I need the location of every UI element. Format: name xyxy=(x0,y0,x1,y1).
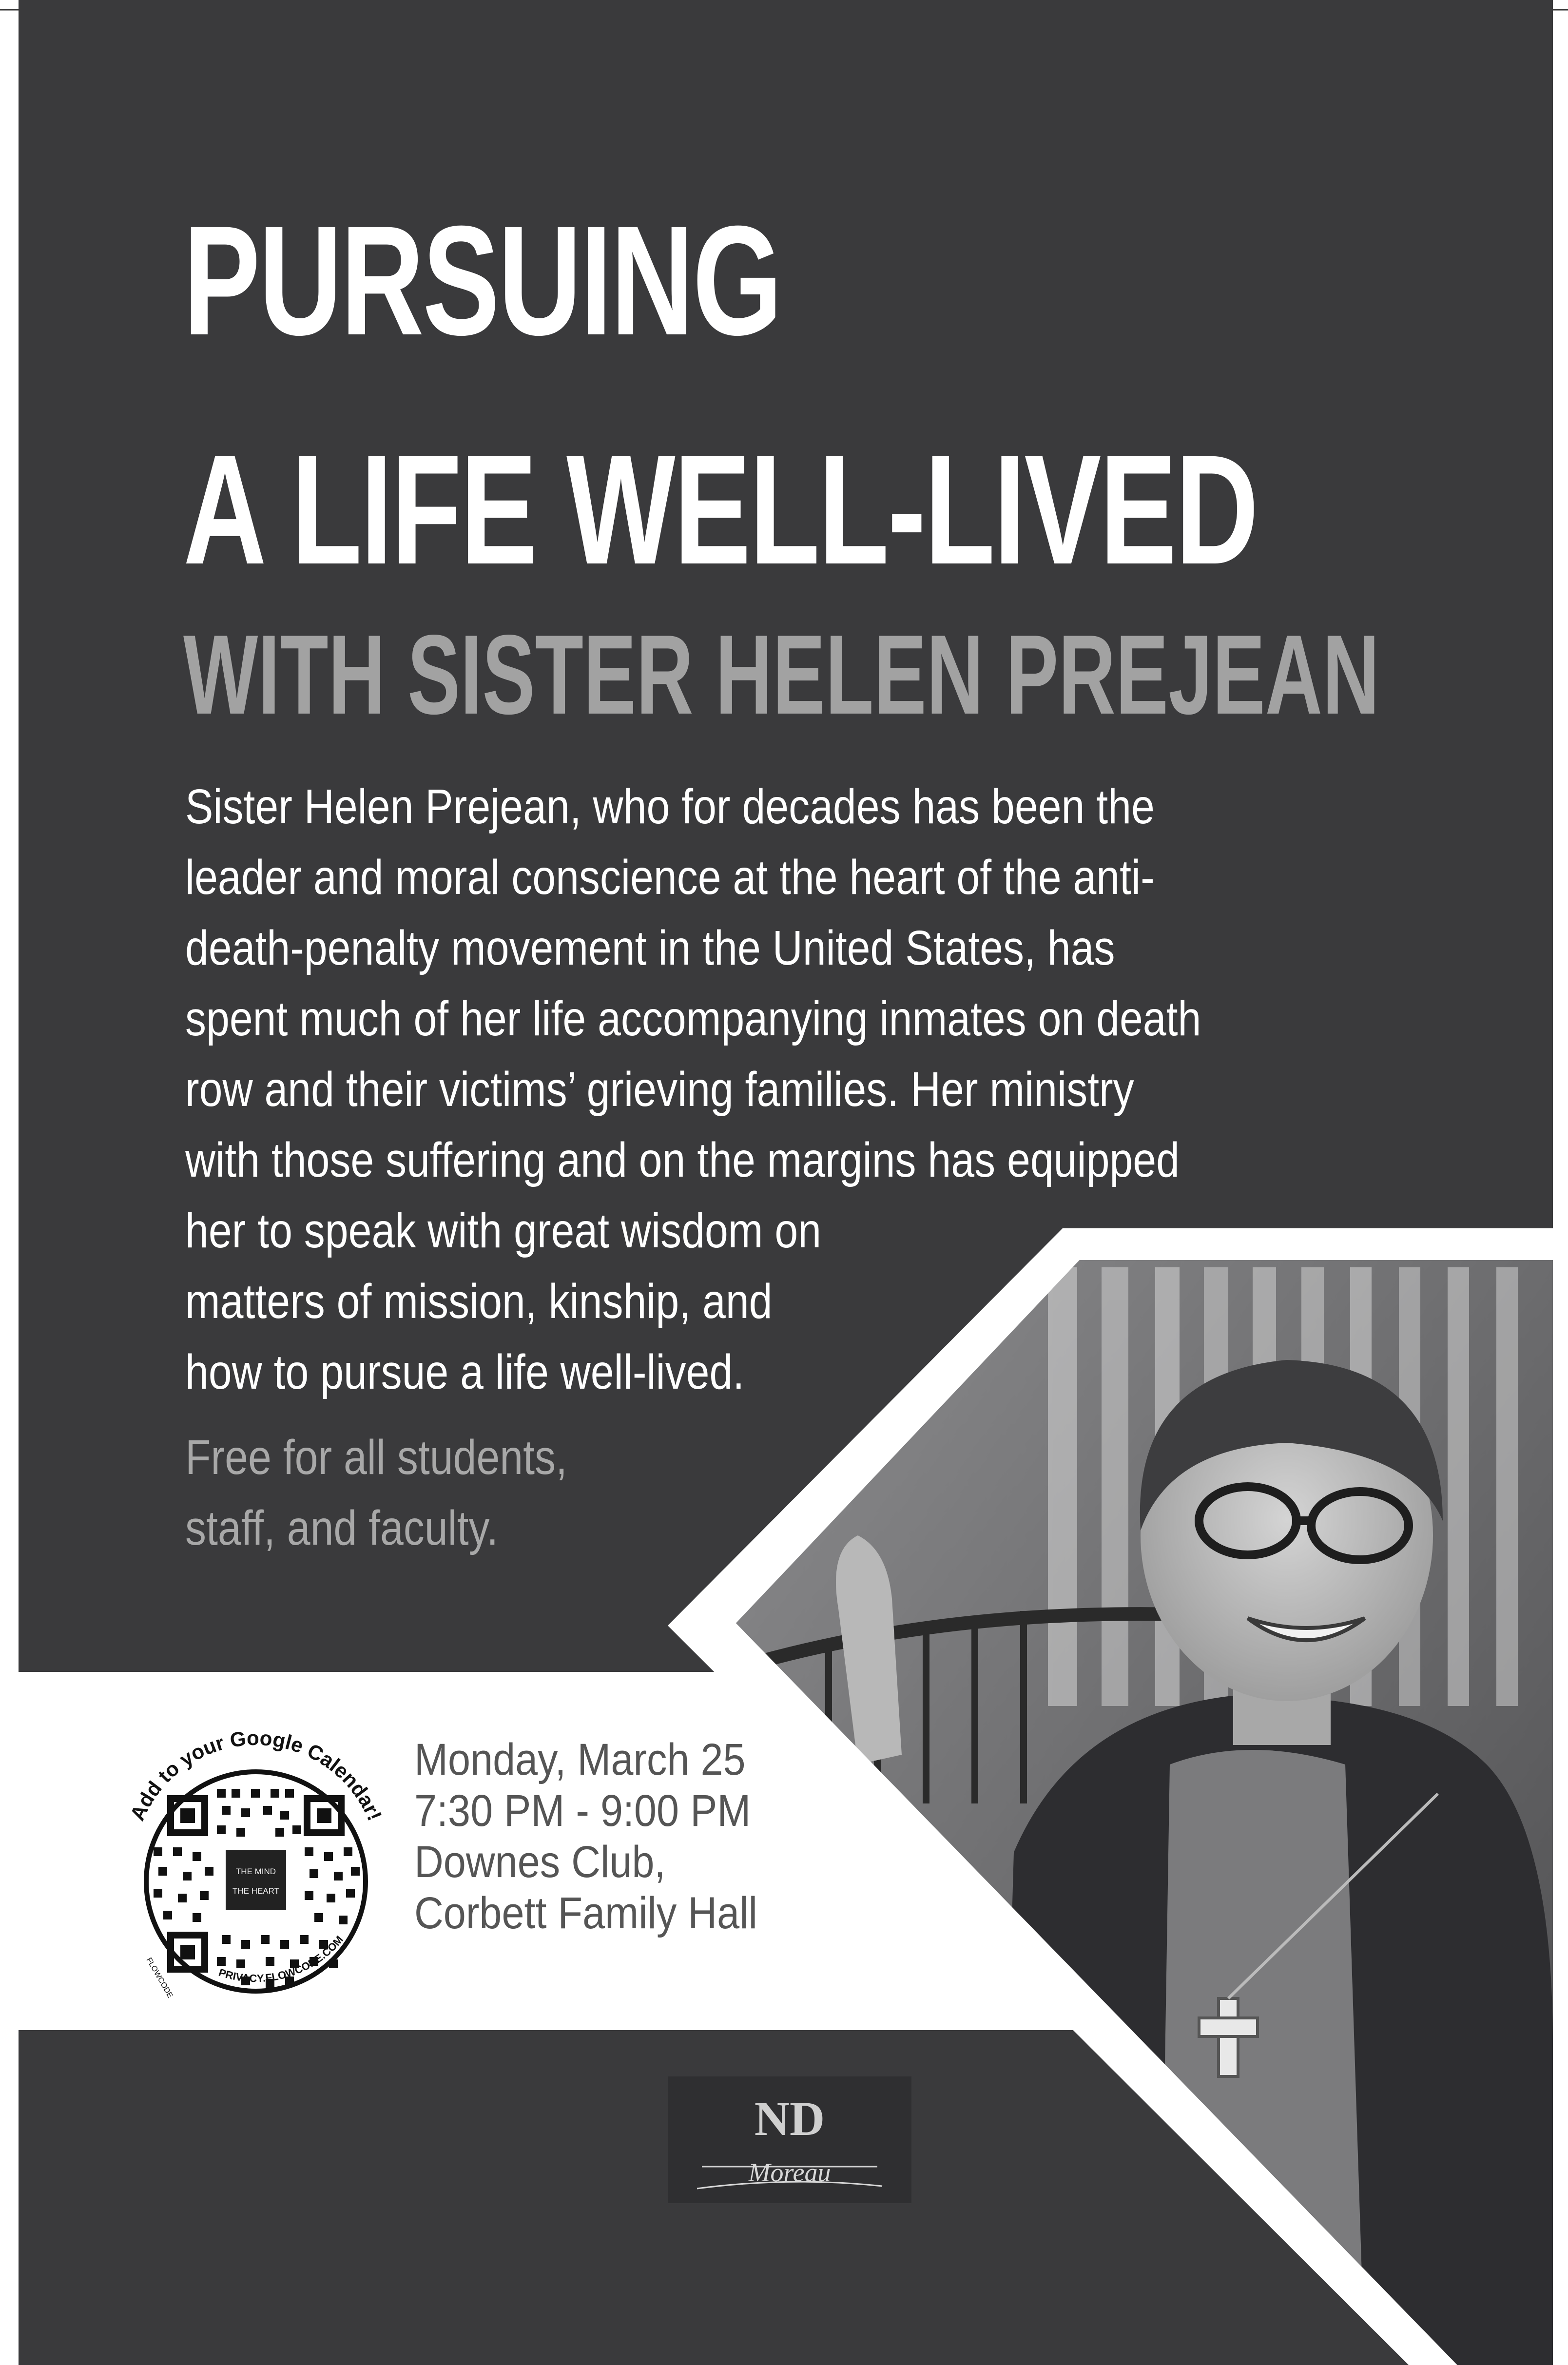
description-line-4: spent much of her life accompanying inmates on death xyxy=(185,991,1201,1046)
free-admission-line-2: staff, and faculty. xyxy=(185,1501,499,1555)
qr-center-text-1: THE MIND xyxy=(235,1867,276,1876)
qr-arc-text: Add to your Google Calendar! xyxy=(125,1726,387,1824)
title-line-1: PURSUING xyxy=(183,193,781,368)
event-time: 7:30 PM - 9:00 PM xyxy=(414,1786,751,1836)
title-line-2: A LIFE WELL-LIVED xyxy=(183,422,1258,597)
notre-dame-moreau-logo xyxy=(668,2076,911,2203)
free-admission-line-1: Free for all students, xyxy=(185,1430,567,1485)
moreau-signature: Moreau xyxy=(748,2158,831,2187)
description-line-9: how to pursue a life well-lived. xyxy=(185,1345,745,1399)
description-line-8: matters of mission, kinship, and xyxy=(185,1274,773,1329)
qr-bottom-text: PRIVACY.FLOWCODE.COM xyxy=(217,1933,346,1985)
description-line-2: leader and moral conscience at the heart of the anti- xyxy=(185,850,1155,905)
qr-code-graphic xyxy=(100,1706,412,2018)
description-line-6: with those suffering and on the margins has equipped xyxy=(185,1133,1180,1187)
description-line-1: Sister Helen Prejean, who for decades has been the xyxy=(185,779,1155,834)
event-venue-line-1: Downes Club, xyxy=(414,1837,666,1887)
calendar-qr-code[interactable] xyxy=(100,1706,412,2018)
qr-center-text-2: THE HEART xyxy=(232,1886,280,1896)
qr-side-text: FLOWCODE xyxy=(144,1956,174,2000)
event-venue-line-2: Corbett Family Hall xyxy=(414,1888,757,1938)
description-line-3: death-penalty movement in the United States, has xyxy=(185,921,1115,975)
nd-monogram: ND xyxy=(754,2092,825,2146)
description-line-5: row and their victims’ grieving families. Her ministry xyxy=(185,1062,1134,1117)
description-line-7: her to speak with great wisdom on xyxy=(185,1203,821,1258)
poster-title xyxy=(183,166,1257,624)
poster-subtitle: WITH SISTER HELEN PREJEAN xyxy=(183,612,1380,738)
event-date: Monday, March 25 xyxy=(414,1735,746,1784)
